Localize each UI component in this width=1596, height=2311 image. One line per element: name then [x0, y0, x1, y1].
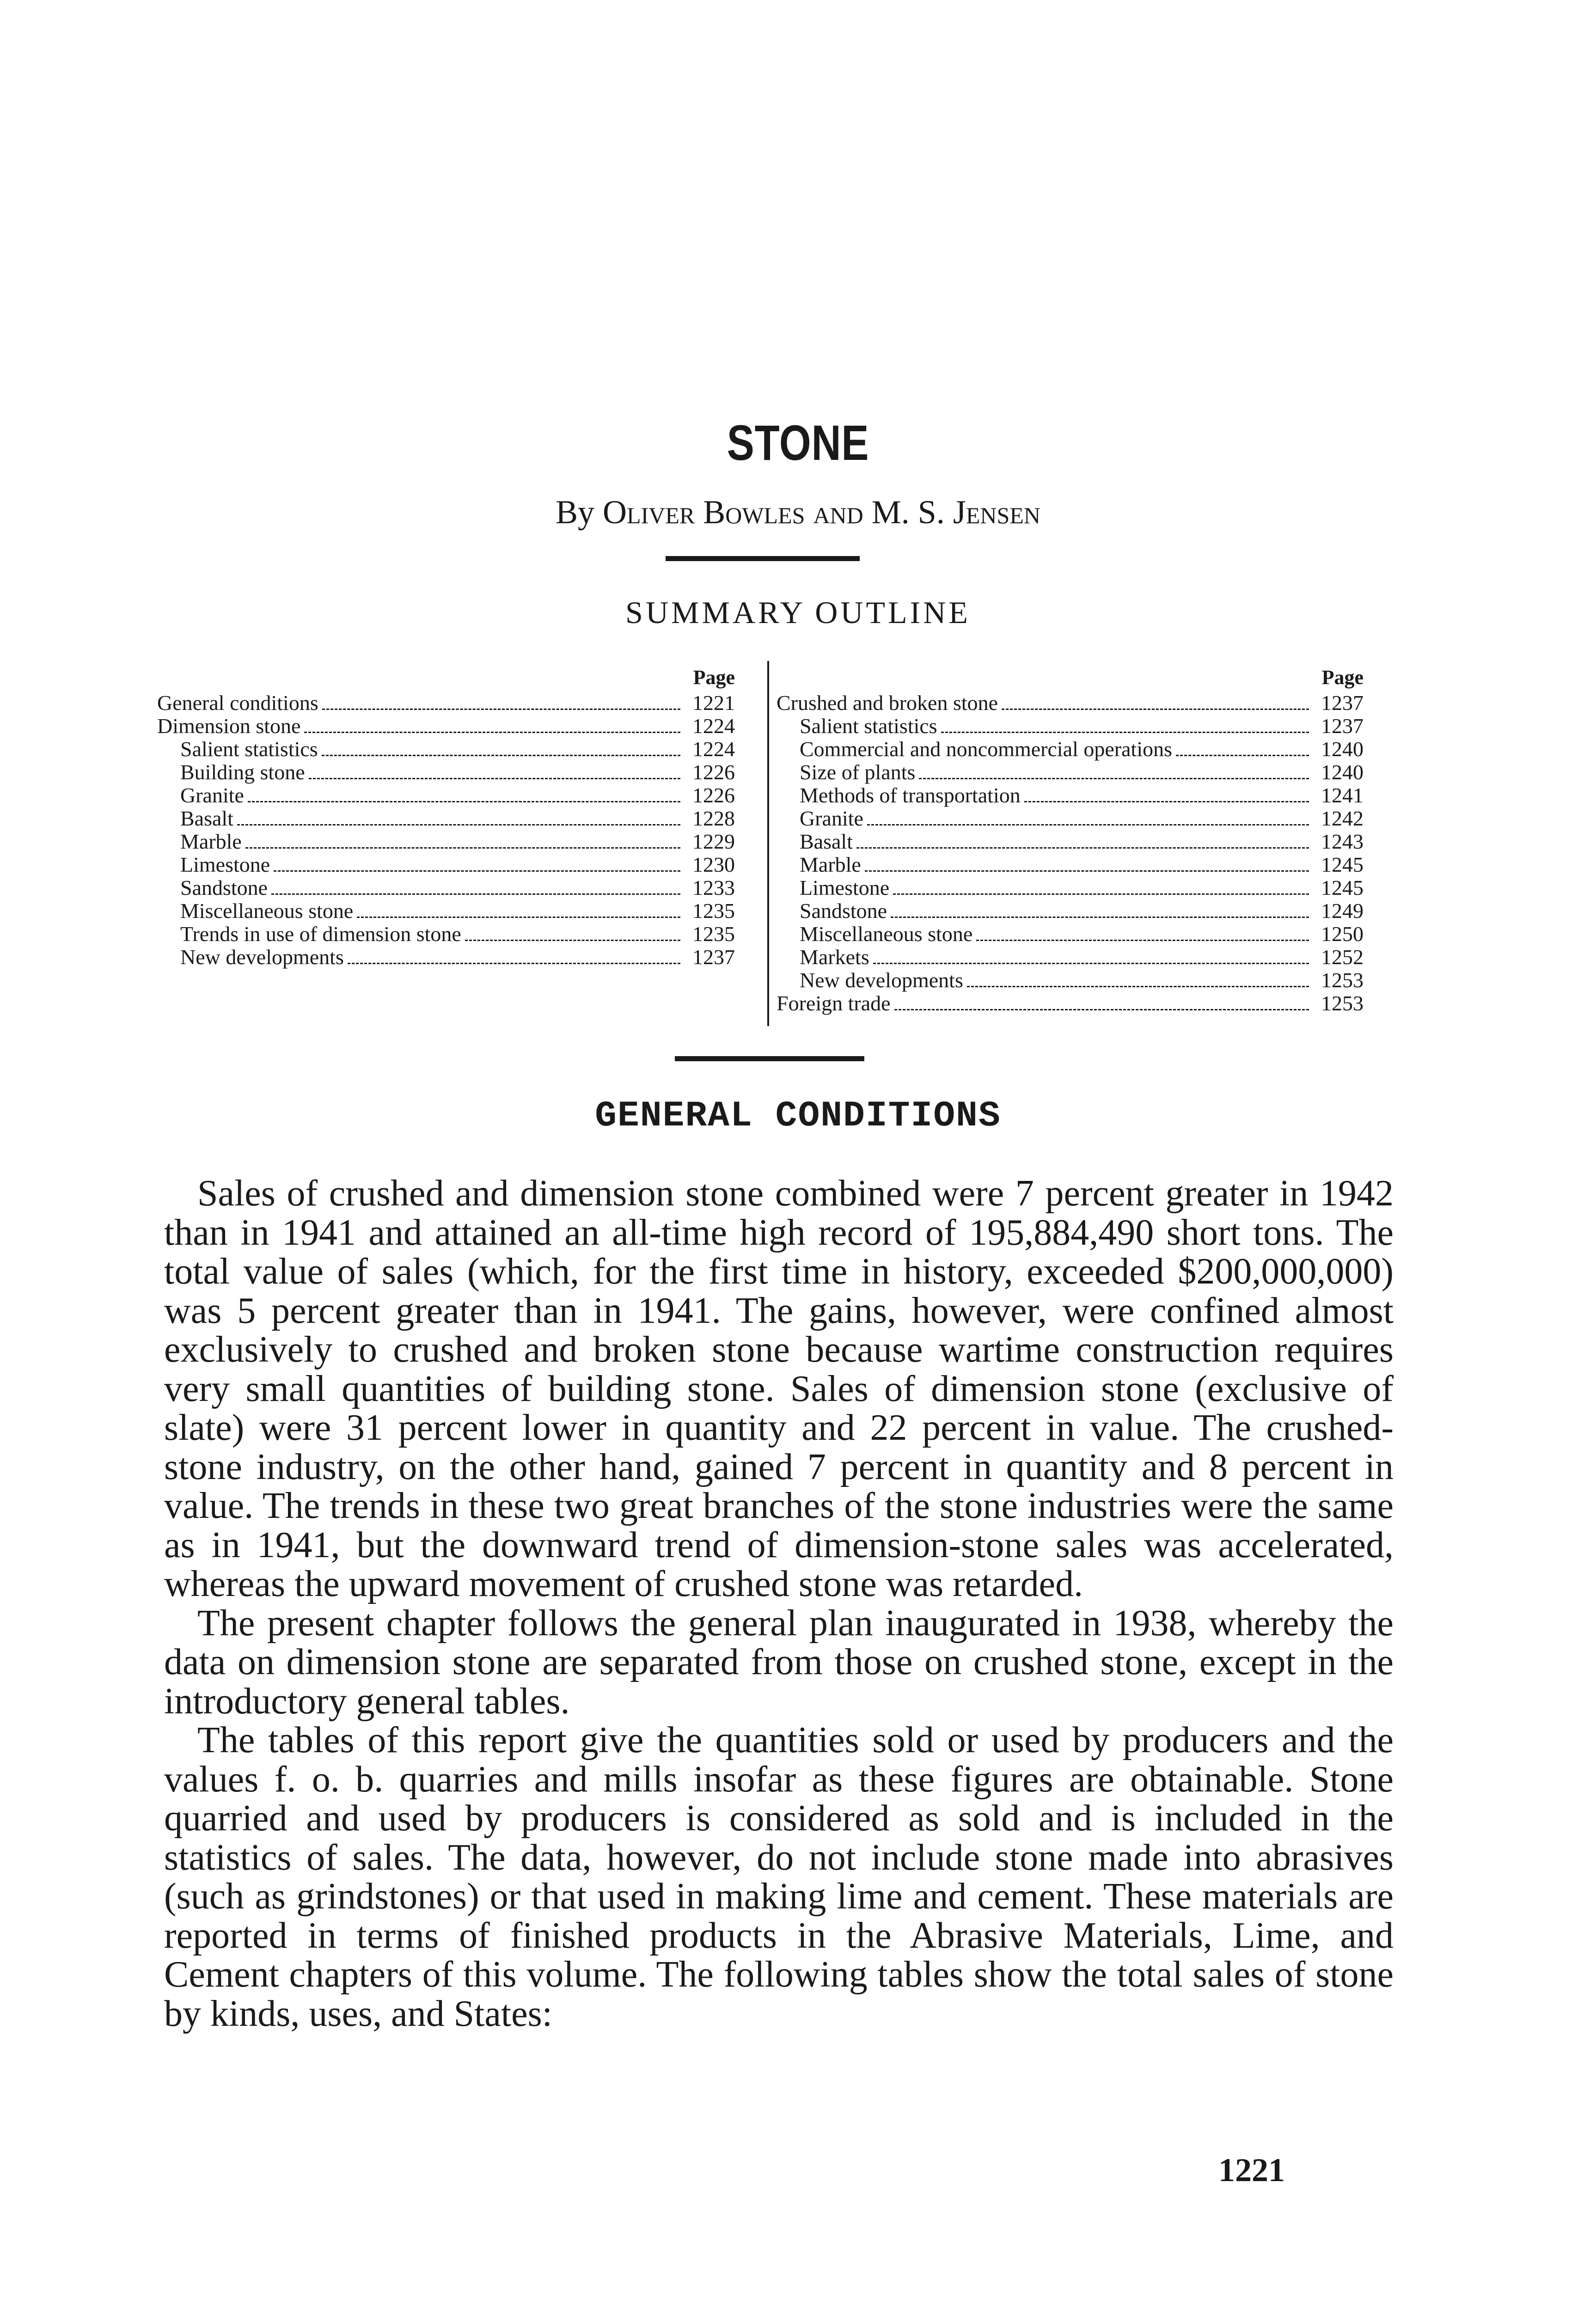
- toc-entry: [777, 946, 1364, 969]
- toc-entry-page: 1221: [692, 691, 735, 715]
- toc-entry: [157, 853, 735, 876]
- toc-leader-dots: [304, 718, 680, 733]
- toc-entry-page: 1226: [692, 783, 735, 807]
- toc-leader-dots: [894, 995, 1309, 1010]
- toc-leader-dots: [245, 833, 680, 849]
- toc-right-column: [777, 666, 1364, 1015]
- author-name: Oliver Bowles: [603, 494, 805, 531]
- toc-entry-label: Limestone: [180, 853, 270, 876]
- byline: [0, 491, 1596, 533]
- toc-entry-label: Basalt: [800, 830, 853, 853]
- toc-leader-dots: [856, 833, 1309, 849]
- toc-entry: [777, 969, 1364, 992]
- toc-entry-page: 1237: [692, 945, 735, 969]
- toc-leader-dots: [271, 880, 680, 895]
- toc-entry-page: 1253: [1321, 968, 1364, 992]
- toc-leader-dots: [867, 810, 1309, 825]
- toc-entry-label: Limestone: [800, 876, 890, 899]
- toc-entry-page: 1243: [1321, 830, 1364, 853]
- toc-leader-dots: [309, 764, 680, 779]
- toc-entry-label: Sandstone: [180, 876, 268, 899]
- toc-leader-dots: [941, 718, 1309, 733]
- toc-entry: [157, 830, 735, 853]
- toc-entry-page: 1245: [1321, 876, 1364, 899]
- section-rule: [675, 1056, 864, 1061]
- toc-entry: [157, 715, 735, 738]
- toc-leader-dots: [348, 949, 680, 964]
- paragraph: The present chapter follows the general plan inaugurated in 1938, whereby the data on dimension stone are separated from those on crushed stone, except in the introductory general tables.: [164, 1602, 1394, 1722]
- toc-entry-label: Size of plants: [800, 760, 916, 784]
- toc-leader-dots: [274, 856, 680, 872]
- toc-leader-dots: [976, 926, 1309, 941]
- toc-entry-page: 1245: [1321, 853, 1364, 876]
- toc-entry-label: Marble: [180, 830, 242, 853]
- toc-entry: [777, 807, 1364, 830]
- toc-entry: [777, 691, 1364, 715]
- title-rule: [666, 556, 860, 561]
- toc-entry-label: Salient statistics: [180, 737, 318, 761]
- toc-leader-dots: [1002, 695, 1309, 710]
- toc-leader-dots: [893, 880, 1309, 895]
- toc-entry-label: Granite: [800, 807, 863, 830]
- toc-entry-page: 1230: [692, 853, 735, 876]
- toc-entry-page: 1241: [1321, 783, 1364, 807]
- toc-entry: [777, 992, 1364, 1015]
- toc-entry: [777, 738, 1364, 761]
- toc-entry-label: Trends in use of dimension stone: [180, 922, 461, 946]
- toc-entry: [157, 807, 735, 830]
- toc-entry-label: Salient statistics: [800, 714, 937, 738]
- toc-leader-dots: [891, 903, 1309, 918]
- toc-entry: [777, 830, 1364, 853]
- toc-leader-dots: [967, 972, 1309, 987]
- toc-leader-dots: [465, 926, 680, 941]
- toc-entry: [157, 899, 735, 923]
- toc-entry-page: 1249: [1321, 899, 1364, 923]
- toc-leader-dots: [357, 903, 680, 918]
- toc-entry-label: Miscellaneous stone: [180, 899, 354, 923]
- toc-entry: [157, 876, 735, 899]
- toc-entry: [157, 946, 735, 969]
- toc-entry: [157, 691, 735, 715]
- toc-entry-page: 1253: [1321, 991, 1364, 1015]
- toc-entry: [157, 738, 735, 761]
- toc-entry-page: 1242: [1321, 807, 1364, 830]
- chapter-title: STONE: [727, 415, 869, 471]
- toc-leader-dots: [919, 764, 1309, 779]
- toc-entry-page: 1250: [1321, 922, 1364, 946]
- toc-entry-page: 1224: [692, 714, 735, 738]
- toc-entry-page: 1229: [692, 830, 735, 853]
- toc-entry-label: Dimension stone: [157, 714, 301, 738]
- toc-entry: [777, 899, 1364, 923]
- toc-entry-label: Methods of transportation: [800, 783, 1021, 807]
- toc-entry-label: Building stone: [180, 760, 305, 784]
- body-text: [164, 1174, 1394, 2033]
- toc-entry: [157, 923, 735, 946]
- toc-entry-label: Markets: [800, 945, 869, 969]
- toc-entry-label: Miscellaneous stone: [800, 922, 973, 946]
- toc-entry-page: 1235: [692, 922, 735, 946]
- toc-entry-label: Sandstone: [800, 899, 887, 923]
- toc-entry-page: 1235: [692, 899, 735, 923]
- toc-entry-page: 1228: [692, 807, 735, 830]
- toc-entry-label: New developments: [180, 945, 344, 969]
- byline-prefix: By: [556, 494, 595, 531]
- toc-leader-dots: [1024, 787, 1309, 802]
- author-name: M. S. Jensen: [871, 494, 1040, 531]
- toc-left-column: [157, 666, 735, 969]
- toc-entry-page: 1237: [1321, 691, 1364, 715]
- toc-entry-label: Basalt: [180, 807, 233, 830]
- toc-entry-label: Foreign trade: [777, 991, 891, 1015]
- paragraph: Sales of crushed and dimension stone combined were 7 percent greater in 1942 than in 1941 and attained an all-time high record of 195,884,490 short tons. The total value of sales (which, for the first time in history, exceeded $200,000,000) was 5 percent greater than in 1941. The gains, however, were confined almost exclusively to crushed and broken stone because wartime construction requires very small quantities of building stone. Sales of dimension stone (exclusive of slate) were 31 percent lower in quantity and 22 percent in value. The crushed-stone industry, on the other hand, gained 7 percent in quantity and 8 percent in value. The trends in these two great branches of the stone industries were the same as in 1941, but the downward trend of dimension-stone sales was accelerated, whereas the upward movement of crushed stone was retarded.: [164, 1173, 1394, 1604]
- paragraph: The tables of this report give the quantities sold or used by producers and the values f. o. b. quarries and mills insofar as these figures are obtainable. Stone quarried and used by producers is considered as sold and is included in the statistics of sales. The data, however, do not include stone made into abrasives (such as grindstones) or that used in making lime and cement. These materials are reported in terms of finished products in the Abrasive Materials, Lime, and Cement chapters of this volume. The following tables show the total sales of stone by kinds, uses, and States:: [164, 1720, 1394, 2034]
- toc-entry-label: Marble: [800, 853, 861, 876]
- toc-entry: [777, 715, 1364, 738]
- toc-entry-page: 1233: [692, 876, 735, 899]
- toc-entry-label: General conditions: [157, 691, 318, 715]
- toc-entry: [777, 853, 1364, 876]
- toc-entry: [777, 784, 1364, 807]
- page-number: 1221: [1218, 2152, 1285, 2189]
- toc-page-header: Page: [1321, 666, 1364, 689]
- toc-entry-page: 1224: [692, 737, 735, 761]
- toc-entry-page: 1252: [1321, 945, 1364, 969]
- toc-leader-dots: [873, 949, 1309, 964]
- section-heading: GENERAL CONDITIONS: [595, 1096, 1001, 1137]
- toc-leader-dots: [237, 810, 680, 825]
- toc-entry-label: New developments: [800, 968, 963, 992]
- toc-entry-page: 1240: [1321, 737, 1364, 761]
- toc-leader-dots: [865, 856, 1309, 872]
- toc-page-header: Page: [693, 666, 735, 689]
- toc-leader-dots: [322, 695, 680, 710]
- toc-leader-dots: [248, 787, 680, 802]
- byline-conjunction: and: [813, 494, 863, 531]
- summary-outline-heading: SUMMARY OUTLINE: [625, 595, 971, 630]
- toc-entry: [777, 761, 1364, 784]
- toc-entry-page: 1226: [692, 760, 735, 784]
- toc-leader-dots: [322, 741, 680, 756]
- toc-entry-label: Crushed and broken stone: [777, 691, 998, 715]
- toc-entry: [777, 923, 1364, 946]
- toc-entry-label: Commercial and noncommercial operations: [800, 737, 1173, 761]
- toc-entry-label: Granite: [180, 783, 244, 807]
- toc-entry-page: 1240: [1321, 760, 1364, 784]
- toc-column-divider: [767, 661, 769, 1026]
- toc-leader-dots: [1176, 741, 1309, 756]
- toc-entry: [157, 761, 735, 784]
- toc-entry: [777, 876, 1364, 899]
- toc-entry-page: 1237: [1321, 714, 1364, 738]
- toc-entry: [157, 784, 735, 807]
